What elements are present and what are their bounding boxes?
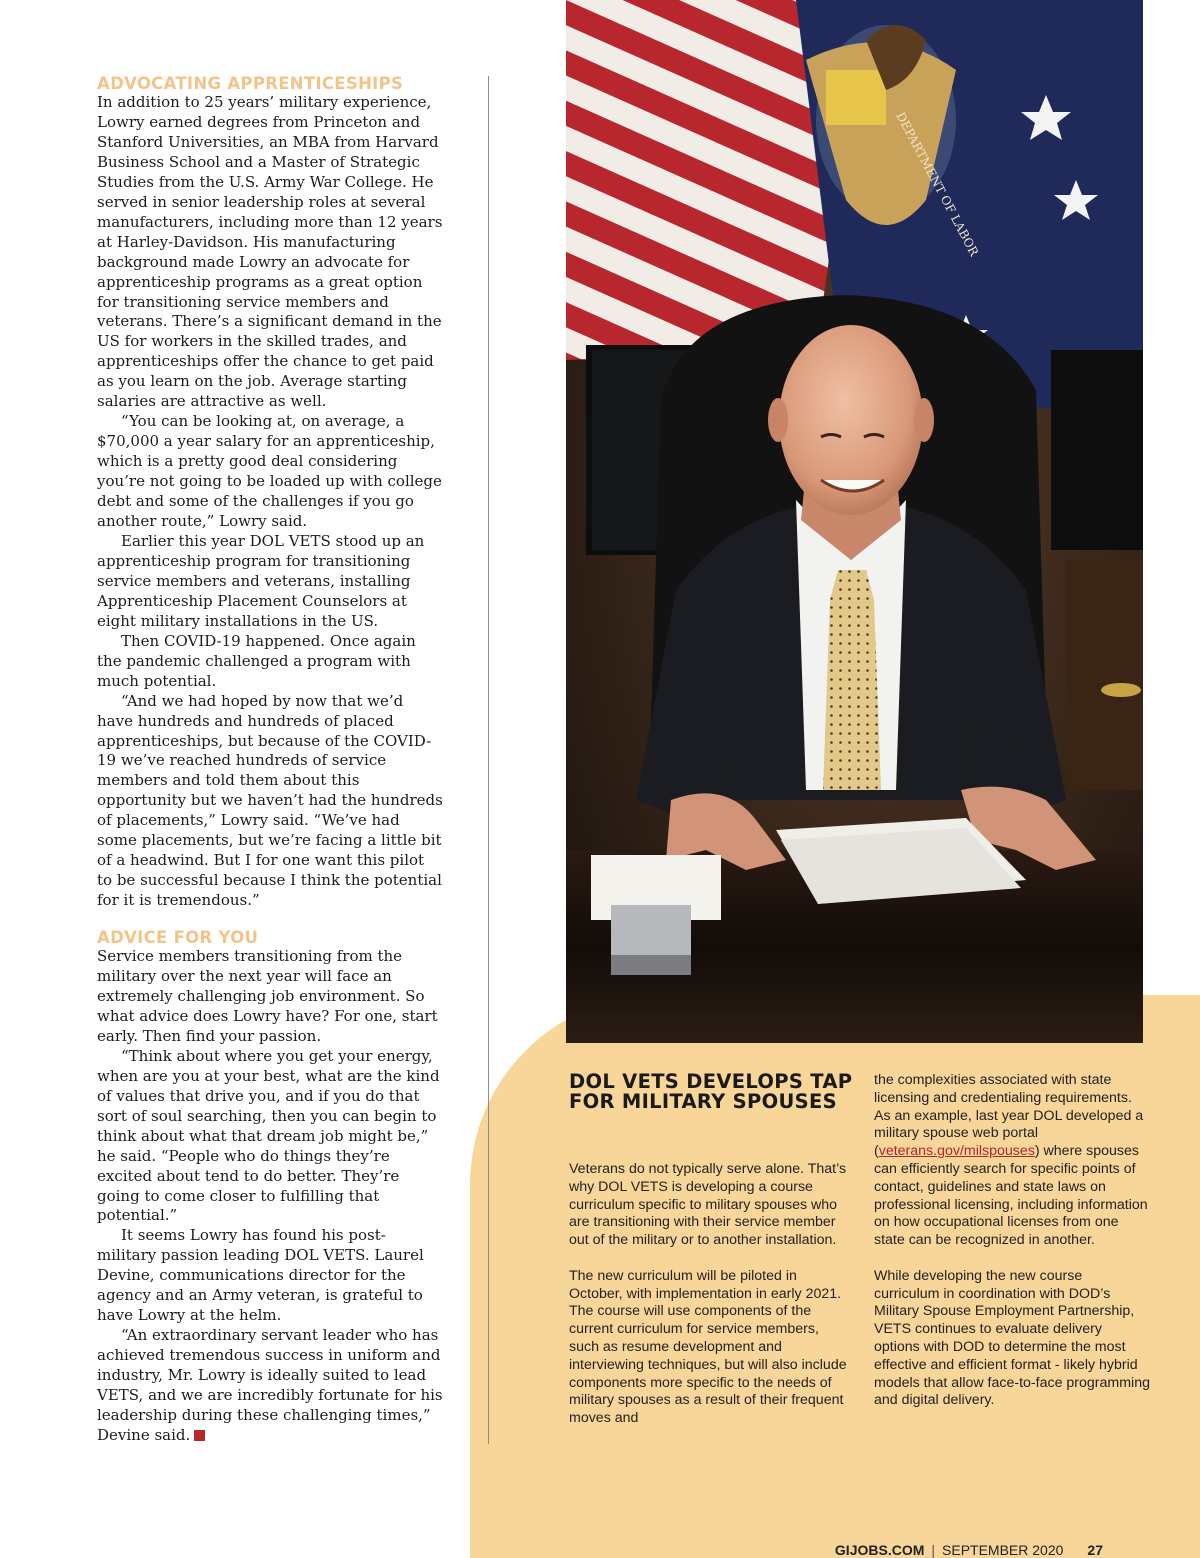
article-paragraph: “Think about where you get your energy, when are you at your best, what are the kind of values that drive you, and if you do that sort of soul searching, then you can begin to think about what that dream job might be,” he said. “People who do things they’re excited about tend to do better. They’re going to come closer to fulfilling that potential.” <box>97 1046 440 1225</box>
article-paragraph-text: “An extraordinary servant leader who has achieved tremendous success in uniform and industry, Mr. Lowry is ideally suited to lead VETS, and we are incredibly fortunate for his leadership during these challenging times,” Devine said. <box>97 1326 443 1444</box>
section-heading-advice: ADVICE FOR YOU <box>97 928 259 948</box>
sidebar-paragraph <box>874 1072 1150 1250</box>
article-paragraph: Then COVID-19 happened. Once again the pandemic challenged a program with much potential. <box>97 631 416 690</box>
article-paragraph: In addition to 25 years’ military experience, Lowry earned degrees from Princeton and Stanford Universities, an MBA from Harvard Business School and a Master of Strategic Studies from the U.S. Army War College. He served in senior leadership roles at several manufacturers, including more than 12 years at Harley-Davidson. His manufacturing background made Lowry an advocate for apprenticeship programs as a great option for transitioning service members and veterans. There’s a significant demand in the US for workers in the skilled trades, and apprenticeships offer the chance to get paid as you learn on the job. Average starting salaries are attractive as well. <box>97 93 443 411</box>
sidebar-text: ) where spouses can efficiently search for specific points of contact, guidelines and state laws on professional licensing, including information on how occupational licenses from one state can be recognized in another. <box>874 1143 1148 1249</box>
footer-separator: | <box>931 1542 936 1558</box>
page-number: 27 <box>1087 1542 1103 1558</box>
article-paragraph: Service members transitioning from the military over the next year will face an extremely challenging job environment. So what advice does Lowry have? For one, start early. Then find your passion. <box>97 947 438 1045</box>
footer-issue: SEPTEMBER 2020 <box>942 1542 1064 1558</box>
sidebar-paragraph: While developing the new course curriculum in coordination with DOD’s Military Spouse Employment Partnership, VETS continues to evaluate delivery options with DOD to determine the most effective and efficient format - likely hybrid models that allow face-to-face programming and digital delivery. <box>874 1267 1150 1409</box>
sidebar-paragraph: Veterans do not typically serve alone. That’s why DOL VETS is developing a course curriculum specific to military spouses who are transitioning with their service member out of the military or to another installation. <box>569 1161 847 1249</box>
article-paragraph <box>97 1326 443 1446</box>
article-paragraph: “You can be looking at, on average, a $70,000 a year salary for an apprenticeship, which is a pretty good deal considering you’re not going to be loaded up with college debt and some of the challenges if you go another route,” Lowry said. <box>97 412 442 531</box>
sidebar-title: DOL VETS DEVELOPS TAP FOR MILITARY SPOUSES <box>569 1070 853 1113</box>
sidebar-text: the complexities associated with state licensing and credentialing requirements. As an example, last year DOL developed a military spouse web portal ( <box>874 1072 1144 1160</box>
portrait-photo <box>566 0 1143 1043</box>
milspouses-link[interactable]: veterans.gov/milspouses <box>878 1143 1035 1160</box>
article-paragraph: It seems Lowry has found his post-military passion leading DOL VETS. Laurel Devine, communications director for the agency and an Army veteran, is grateful to have Lowry at the helm. <box>97 1226 424 1325</box>
sidebar-column-2 <box>874 1072 1150 1428</box>
svg-text:DEPARTMENT OF LABOR: DEPARTMENT OF LABOR <box>893 109 982 259</box>
sidebar-paragraph: The new curriculum will be piloted in October, with implementation in early 2021. The course will use components of the current curriculum for service members, such as resume development and interviewing techniques, but will also include components more specific to the needs of military spouses as a result of their frequent moves and <box>569 1267 847 1427</box>
end-of-article-icon: E <box>194 1430 205 1441</box>
article-column <box>97 74 443 1446</box>
column-divider <box>488 76 489 1444</box>
page-footer <box>835 1542 1103 1558</box>
section-heading-advocating: ADVOCATING APPRENTICESHIPS <box>97 74 404 93</box>
footer-site: GIJOBS.COM <box>834 1542 925 1558</box>
article-paragraph: “And we had hoped by now that we’d have hundreds and hundreds of placed apprenticeships, but because of the COVID-19 we’ve reached hundreds of service members and told them about this opportunity but we haven’t had the hundreds of placements,” Lowry said. “We’ve had some placements, but we’re facing a little bit of a headwind. But I for one want this pilot to be successful because I think the potential for it is tremendous.” <box>97 691 443 910</box>
sidebar-column-1 <box>569 1161 849 1446</box>
article-paragraph: Earlier this year DOL VETS stood up an apprenticeship program for transitioning service members and veterans, installing Apprenticeship Placement Counselors at eight military installations in the US. <box>97 531 425 630</box>
